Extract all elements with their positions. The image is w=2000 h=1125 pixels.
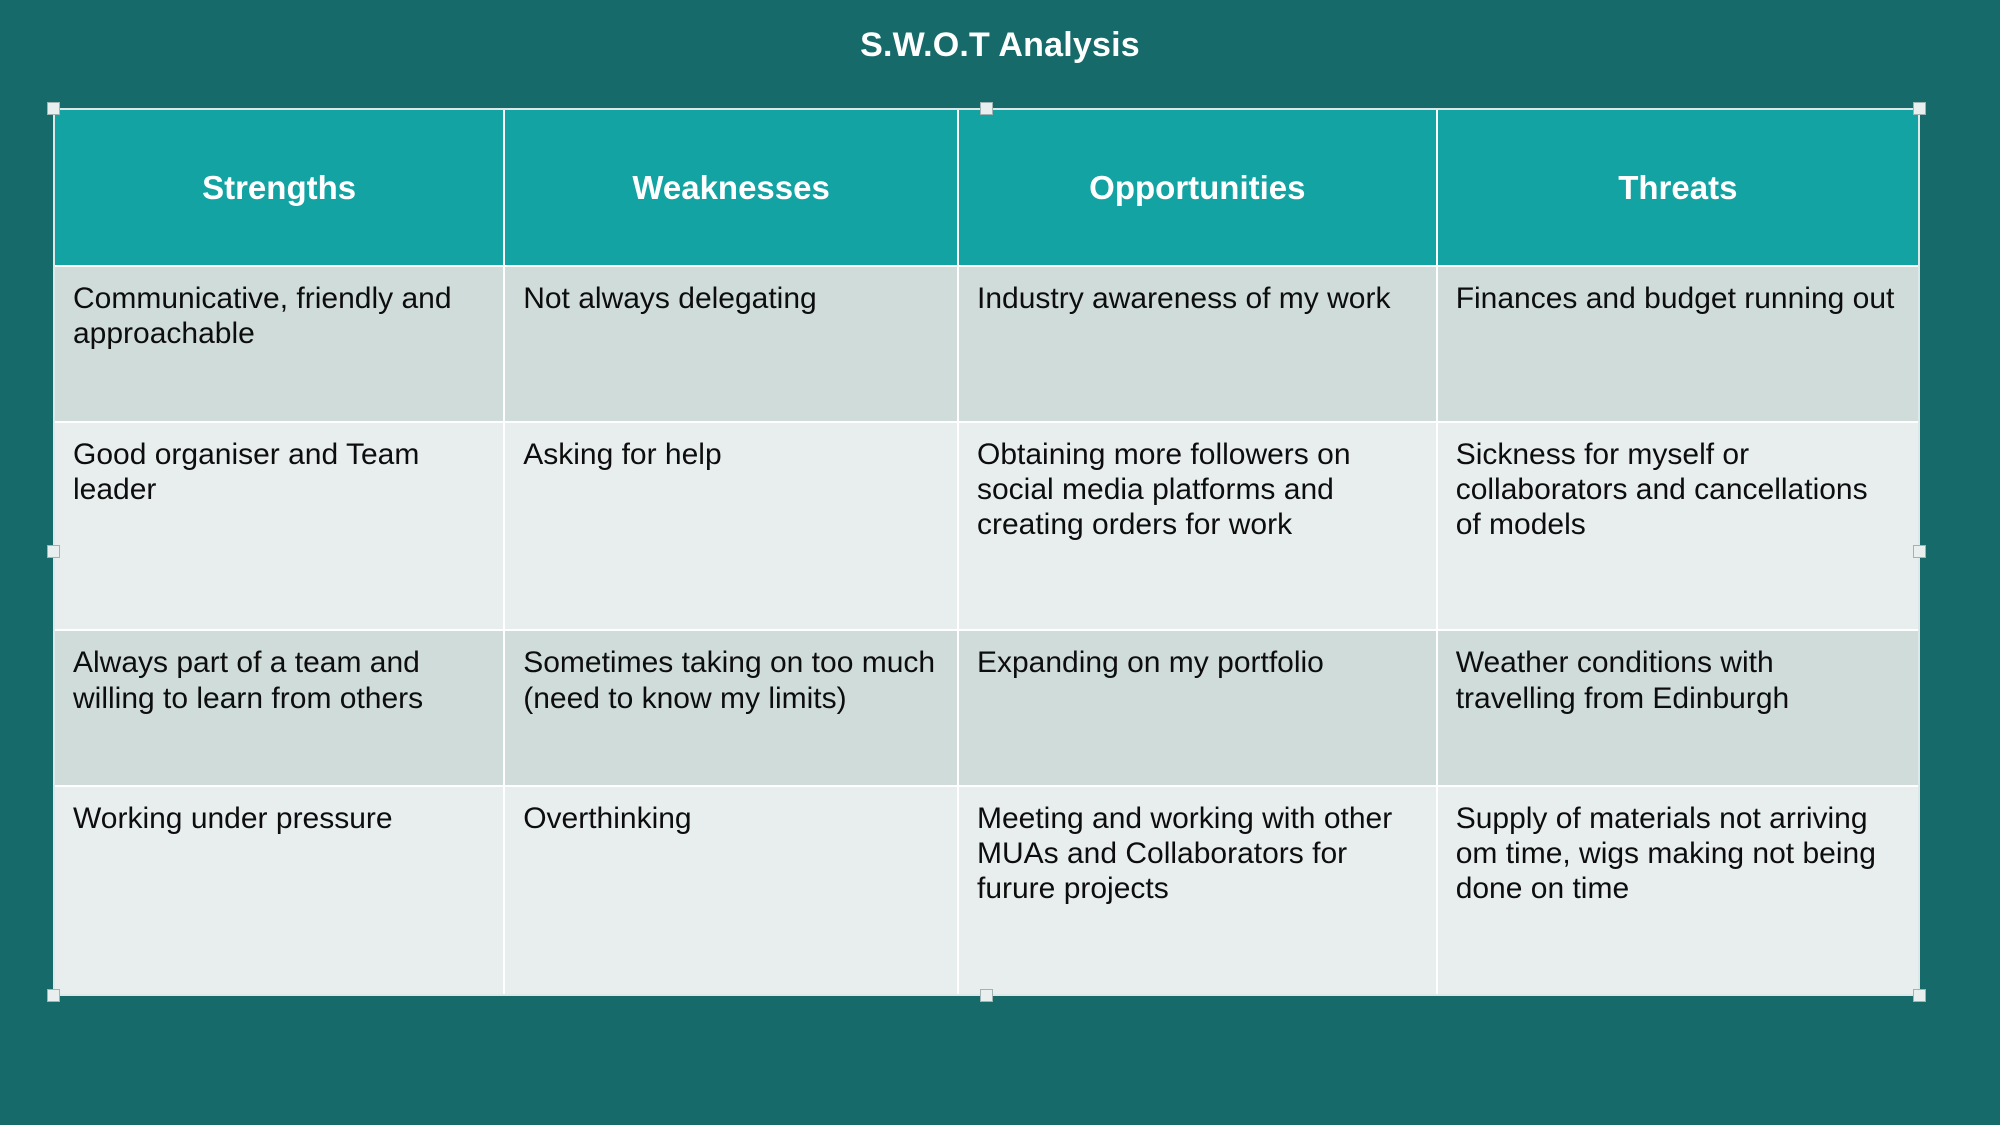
table-header-row	[54, 109, 1919, 266]
cell-threats-1[interactable]: Finances and budget running out	[1437, 266, 1919, 422]
table-row	[54, 266, 1919, 422]
resize-handle-bottom-left[interactable]	[47, 989, 60, 1002]
resize-handle-middle-right[interactable]	[1913, 545, 1926, 558]
column-header-threats[interactable]: Threats	[1437, 109, 1919, 266]
cell-threats-4[interactable]: Supply of materials not arriving om time, wigs making not being done on time	[1437, 786, 1919, 995]
table-row	[54, 422, 1919, 631]
cell-threats-2[interactable]: Sickness for myself or collaborators and cancellations of models	[1437, 422, 1919, 631]
resize-handle-top-center[interactable]	[980, 102, 993, 115]
cell-opportunities-1[interactable]: Industry awareness of my work	[958, 266, 1437, 422]
cell-strengths-1[interactable]: Communicative, friendly and approachable	[54, 266, 504, 422]
cell-opportunities-3[interactable]: Expanding on my portfolio	[958, 630, 1437, 786]
page-title: S.W.O.T Analysis	[860, 26, 1140, 64]
cell-strengths-3[interactable]: Always part of a team and willing to learn from others	[54, 630, 504, 786]
column-header-weaknesses[interactable]: Weaknesses	[504, 109, 958, 266]
cell-weaknesses-1[interactable]: Not always delegating	[504, 266, 958, 422]
resize-handle-middle-left[interactable]	[47, 545, 60, 558]
cell-strengths-4[interactable]: Working under pressure	[54, 786, 504, 995]
cell-weaknesses-3[interactable]: Sometimes taking on too much (need to know my limits)	[504, 630, 958, 786]
cell-threats-3[interactable]: Weather conditions with travelling from Edinburgh	[1437, 630, 1919, 786]
cell-weaknesses-4[interactable]: Overthinking	[504, 786, 958, 995]
swot-table[interactable]	[53, 108, 1920, 996]
column-header-opportunities[interactable]: Opportunities	[958, 109, 1437, 266]
swot-table-container[interactable]	[53, 108, 1920, 996]
cell-strengths-2[interactable]: Good organiser and Team leader	[54, 422, 504, 631]
cell-opportunities-2[interactable]: Obtaining more followers on social media platforms and creating orders for work	[958, 422, 1437, 631]
resize-handle-bottom-right[interactable]	[1913, 989, 1926, 1002]
column-header-strengths[interactable]: Strengths	[54, 109, 504, 266]
resize-handle-top-left[interactable]	[47, 102, 60, 115]
cell-opportunities-4[interactable]: Meeting and working with other MUAs and Collaborators for furure projects	[958, 786, 1437, 995]
resize-handle-bottom-center[interactable]	[980, 989, 993, 1002]
resize-handle-top-right[interactable]	[1913, 102, 1926, 115]
table-row	[54, 630, 1919, 786]
table-row	[54, 786, 1919, 995]
cell-weaknesses-2[interactable]: Asking for help	[504, 422, 958, 631]
